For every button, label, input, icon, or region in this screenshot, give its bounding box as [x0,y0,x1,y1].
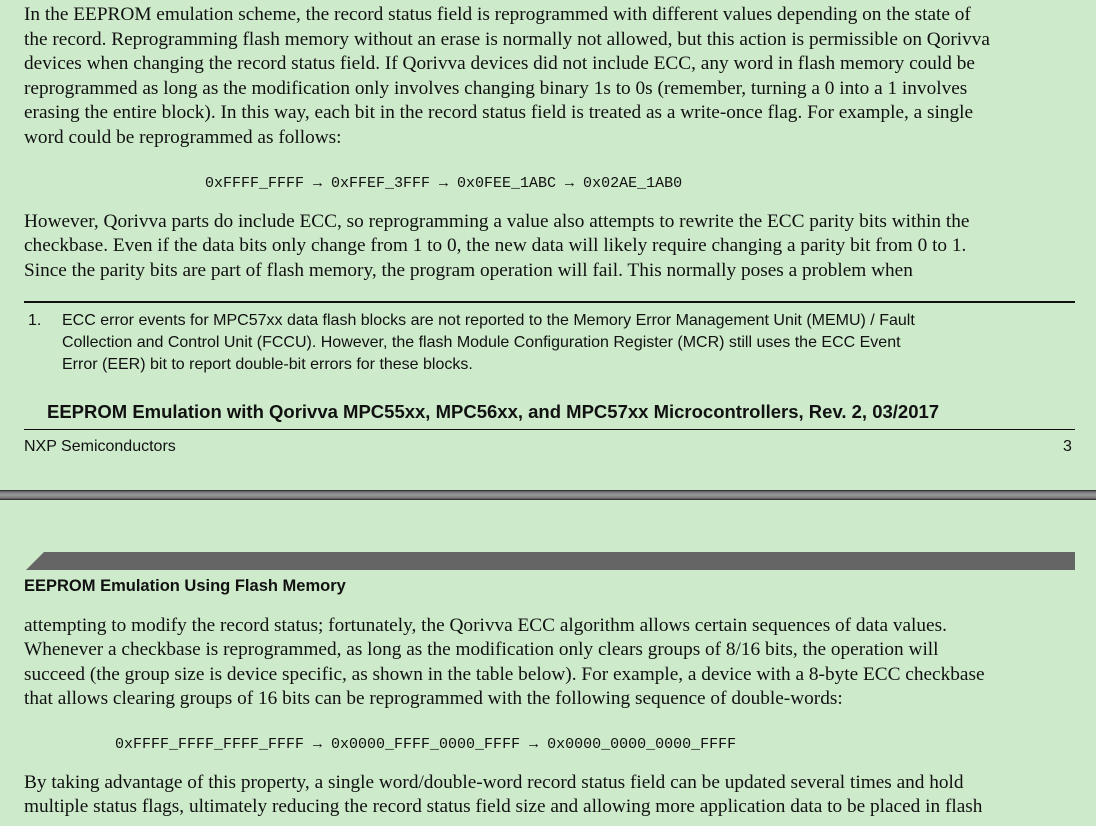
code-sequence-1: 0xFFFF_FFFF → 0xFFEF_3FFF → 0x0FEE_1ABC → 0x02AE_1AB0 [205,175,683,192]
footer-document-title: EEPROM Emulation with Qorivva MPC55xx, MPC56xx, and MPC57xx Microcontrollers, Rev. 2, 03/2017 [47,401,940,422]
text-line: In the EEPROM emulation scheme, the record status field is reprogrammed with different values depending on the state of [24,4,971,25]
text-line: the record. Reprogramming flash memory without an erase is normally not allowed, but this action is permissible on Qorivva [24,29,990,50]
text-line: However, Qorivva parts do include ECC, so reprogramming a value also attempts to rewrite the ECC parity bits within the [24,211,970,232]
text-line: attempting to modify the record status; fortunately, the Qorivva ECC algorithm allows certain sequences of data values. [24,615,947,636]
footnote-number: 1. [28,312,42,329]
footer-divider [24,429,1075,430]
text-line: succeed (the group size is device specific, as shown in the table below). For example, a device with a 8-byte ECC checkbase [24,664,985,685]
section-banner [26,552,1075,570]
page-number: 3 [1063,438,1072,455]
text-line: By taking advantage of this property, a single word/double-word record status field can be updated several times and hold [24,772,964,793]
text-line: Collection and Control Unit (FCCU). However, the flash Module Configuration Register (MCR) still uses the ECC Event [62,334,901,351]
footer-company: NXP Semiconductors [24,438,176,455]
text-line: Whenever a checkbase is reprogrammed, as long as the modification only clears groups of 8/16 bits, the operation will [24,639,939,660]
text-line: multiple status flags, ultimately reducing the record status field size and allowing more application data to be placed in flash [24,796,983,817]
text-line: that allows clearing groups of 16 bits can be reprogrammed with the following sequence of double-words: [24,688,843,709]
text-line: Error (EER) bit to report double-bit errors for these blocks. [62,356,473,373]
footnote-divider [24,301,1075,303]
code-sequence-2: 0xFFFF_FFFF_FFFF_FFFF → 0x0000_FFFF_0000_FFFF → 0x0000_0000_0000_FFFF [115,736,737,753]
text-line: devices when changing the record status field. If Qorivva devices did not include ECC, any word in flash memory could be [24,53,975,74]
text-line: word could be reprogrammed as follows: [24,127,342,148]
text-line: erasing the entire block). In this way, each bit in the record status field is treated as a write-once flag. For example, a single [24,102,974,123]
page-break-divider [0,490,1096,500]
text-line: checkbase. Even if the data bits only change from 1 to 0, the new data will likely require changing a parity bit from 0 to 1. [24,235,967,256]
text-line: Since the parity bits are part of flash memory, the program operation will fail. This normally poses a problem when [24,260,913,281]
section-header: EEPROM Emulation Using Flash Memory [24,577,346,595]
text-line: reprogrammed as long as the modification only involves changing binary 1s to 0s (remember, turning a 0 into a 1 involves [24,78,968,99]
text-line: ECC error events for MPC57xx data flash blocks are not reported to the Memory Error Management Unit (MEMU) / Fault [62,312,915,329]
